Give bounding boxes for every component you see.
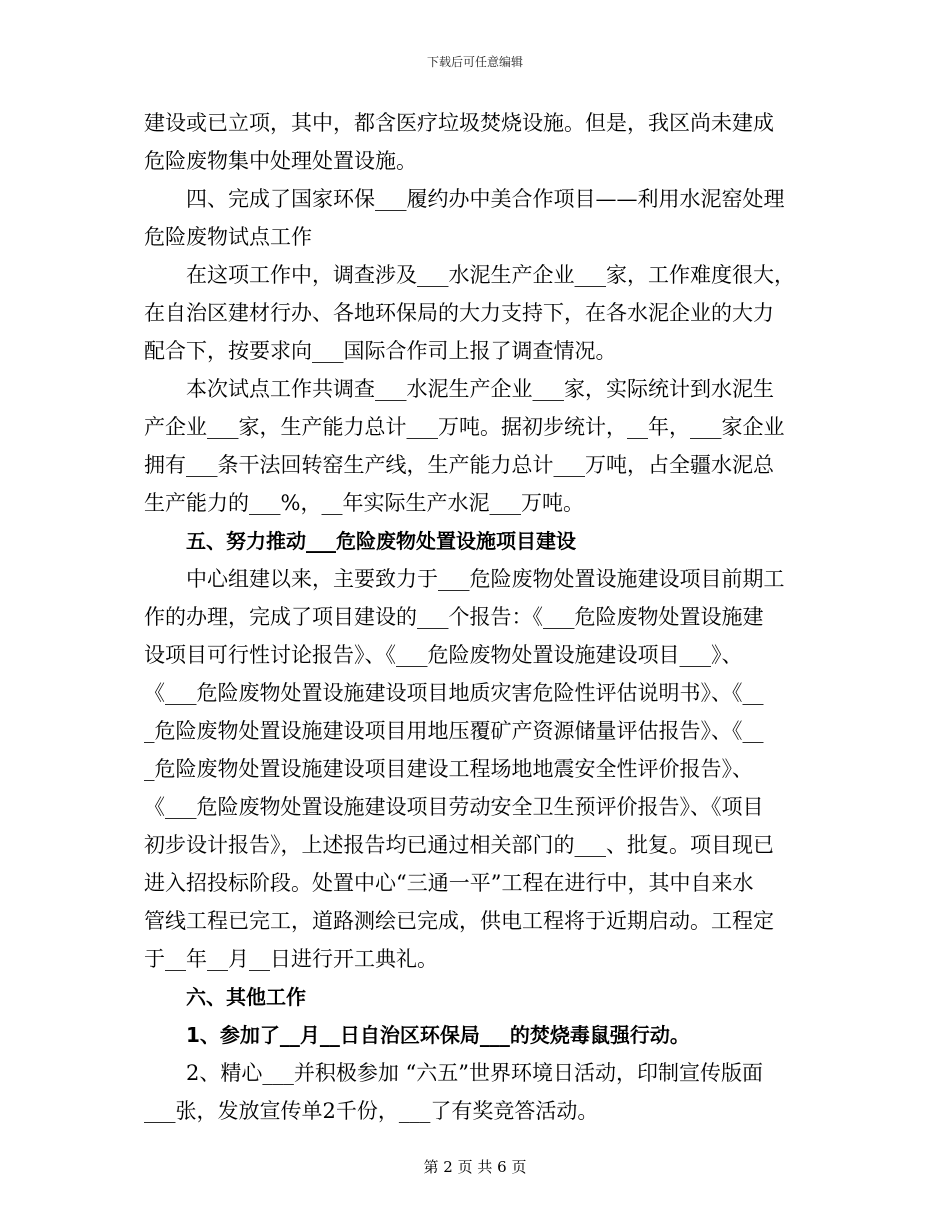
- body-text-line: 初步设计报告》，上述报告均已通过相关部门的___、批复。项目现已: [144, 833, 774, 857]
- body-text-line: 管线工程已完工，道路测绘已完成，供电工程将于近期启动。工程定: [144, 909, 774, 933]
- body-text-line: 配合下，按要求向___国际合作司上报了调查情况。: [144, 339, 617, 363]
- body-text-line: 产企业___家，生产能力总计___万吨。据初步统计，__年，___家企业: [144, 415, 785, 439]
- body-text-line: 2、精心___并积极参加 “六五”世界环境日活动，印制宣传版面: [186, 1061, 764, 1085]
- body-text-line: ___张，发放宣传单2千份，___了有奖竞答活动。: [144, 1099, 599, 1123]
- body-text-line: 危险废物集中处理处置设施。: [144, 149, 417, 173]
- body-text-line: 设项目可行性讨论报告》、《___危险废物处置设施建设项目___》、: [144, 643, 743, 667]
- body-text-line: 建设或已立项，其中，都含医疗垃圾焚烧设施。但是，我区尚未建成: [144, 111, 774, 135]
- body-text-line: 生产能力的___%，__年实际生产水泥___万吨。: [144, 491, 584, 515]
- body-text-line: 在这项工作中，调查涉及___水泥生产企业___家，工作难度很大，: [186, 263, 795, 287]
- body-text-line: 进入招投标阶段。处置中心“三通一平”工程在进行中，其中自来水: [144, 871, 754, 895]
- body-text-line: 四、完成了国家环保___履约办中美合作项目——利用水泥窑处理: [186, 187, 785, 211]
- body-text-line: 危险废物试点工作: [144, 225, 312, 249]
- body-text-line: 作的办理，完成了项目建设的___个报告：《___危险废物处置设施建: [144, 605, 764, 629]
- section-heading-line: 六、其他工作: [186, 985, 306, 1009]
- body-text-line: 在自治区建材行办、各地环保局的大力支持下，在各水泥企业的大力: [144, 301, 774, 325]
- body-text-line: 于__年__月__日进行开工典礼。: [144, 947, 438, 971]
- page-footer-number: 第 2 页 共 6 页: [423, 1158, 527, 1176]
- body-text-line: _危险废物处置设施建设项目建设工程场地地震安全性评价报告》、: [144, 757, 753, 781]
- body-text-line: 本次试点工作共调查___水泥生产企业___家，实际统计到水泥生: [186, 377, 774, 401]
- section-heading-line: 1、参加了__月__日自治区环保局___的焚烧毒鼠强行动。: [186, 1023, 690, 1047]
- body-text-line: 《___危险废物处置设施建设项目劳动安全卫生预评价报告》、《项目: [144, 795, 764, 819]
- body-text-line: _危险废物处置设施建设项目用地压覆矿产资源储量评估报告》、《__: [144, 719, 764, 743]
- body-text-line: 《___危险废物处置设施建设项目地质灾害危险性评估说明书》、《__: [144, 681, 764, 705]
- document-body: [144, 104, 806, 1130]
- page-header-note: 下载后可任意编辑: [426, 55, 523, 69]
- body-text-line: 拥有___条干法回转窑生产线，生产能力总计___万吨，占全疆水泥总: [144, 453, 774, 477]
- section-heading-line: 五、努力推动___危险废物处置设施项目建设: [186, 529, 576, 553]
- body-text-line: 中心组建以来，主要致力于___危险废物处置设施建设项目前期工: [186, 567, 785, 591]
